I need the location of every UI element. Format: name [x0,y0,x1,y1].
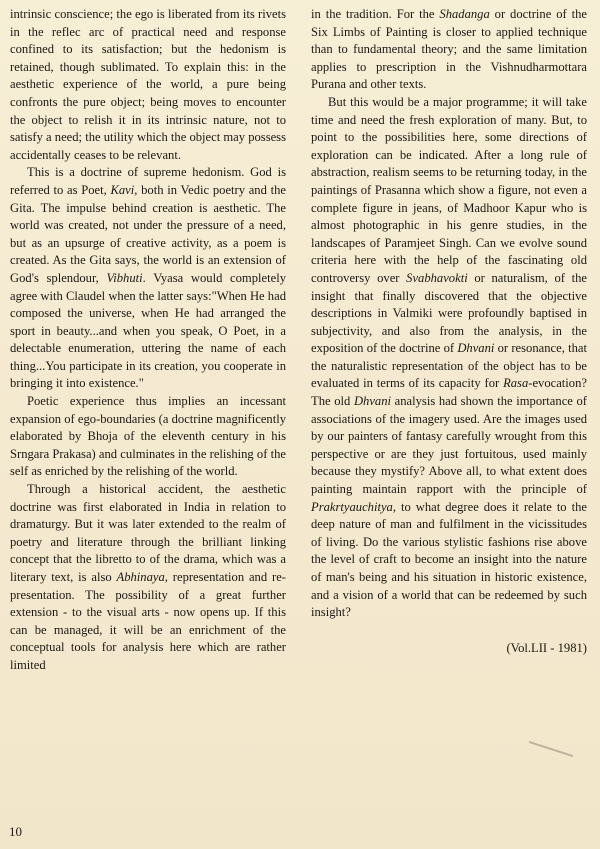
right-column [311,6,587,657]
paragraph: in the tradition. For the Shadanga or doctrine of the Six Limbs of Painting is closer to applied technique than to fundamental theory; and the same limitation applies to prescription in the Vishnudharmottara Purana and other texts. [311,7,587,92]
paragraph: Through a historical accident, the aesthetic doctrine was first elaborated in India in relation to dramaturgy. But it was later extended to the realm of poetry and literature through the brilliant linking concept that the libretto to of the drama, which was a literary text, is also Abhinaya, representation and re-presentation. The possibility of a great further extension - to the visual arts - now opens up. If this can be managed, it will be an enrichment of the conceptual tools for analysis here which are rather limited [10,482,286,672]
paragraph: Poetic experience thus implies an incessant expansion of ego-boundaries (a doctrine magnificently elaborated by Bhoja of the eleventh century in his Srngara Prakasa) and culminates in the relishing of the self as enriched by the relishing of the world. [10,394,286,479]
page-number: 10 [9,824,22,839]
pen-mark [529,741,573,757]
left-column [10,6,286,675]
paragraph: intrinsic conscience; the ego is liberated from its rivets in the reflec arc of practical need and response confined to its satisfaction; but the hedonism is retained, though sublimated. To explain this: in the aesthetic experience of the world, a pure being confronts the pure object; being moves to encounter the object to relish it in its intrinsic nature, not to satisfy a need; the utility which the object may possess accidentally ceases to be relevant. [10,7,286,162]
citation: (Vol.LII - 1981) [506,640,587,655]
paragraph: But this would be a major programme; it will take time and need the fresh exploration of many. But, to point to the possibilities here, some directions of exploration can be indicated. After a long rule of abstraction, realism seems to be returning today, in the paintings of Prasanna which show a figure, not even a complete figure in jeans, of Madhoor Kapur who is almost photographic in his genre studies, in the landscapes of Paramjeet Singh. Can we evolve sound criteria here with the help of the fascinating old controversy over Svabhavokti or naturalism, of the insight that finally discovered that the objective descriptions in Valmiki were profoundly baptised in subjectivity, and also from the analysis, in the exposition of the doctrine of Dhvani or resonance, that the naturalistic representation of the object has to be evaluated in terms of its capacity for Rasa-evocation? The old Dhvani analysis had shown the importance of associations of the imagery used. Are the images used by our painters of fantasy carefully wrought from this perspective or are they just fortuitous, used mainly because they mystify? Above all, to what extent does painting maintain rapport with the principle of Prakrtyauchitya, to what degree does it relate to the deep nature of man and fulfilment in the vicissitudes of living. Do the various stylistic fashions rise above the level of craft to become an insight into the nature of man's being and his situation in historic existence, and a vision of a world that can be redeemed by such insight? [311,94,587,620]
paragraph: This is a doctrine of supreme hedonism. God is referred to as Poet, Kavi, both in Vedic poetry and the Gita. The impulse behind creation is aesthetic. The world was created, not under the pressure of a need, but as an upsurge of creative activity, as a poem is created. As the Gita says, the world is an extension of God's splendour, Vibhuti. Vyasa would completely agree with Claudel when the latter says:"When He had composed the universe, when He had arranged the sport in beauty...and when you speak, O Poet, in a delectable enumeration, uttering the name of each thing...You participate in its creation, you cooperate in bringing it into existence." [10,165,286,391]
